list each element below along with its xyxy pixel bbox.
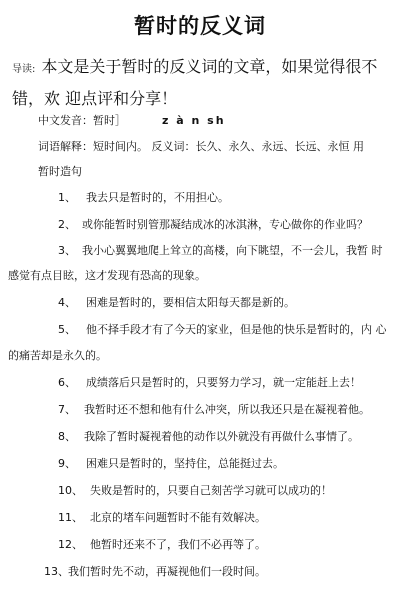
sentence-item — [58, 321, 387, 337]
sentence-continuation: 的痛苦却是永久的。 — [8, 349, 107, 362]
definition-line-2: 暂时造句 — [38, 165, 82, 178]
sentence-item — [58, 374, 361, 390]
sentence-number: 12、 — [58, 538, 83, 551]
sentence-item — [58, 509, 266, 525]
sentence-number: 9、 — [58, 457, 76, 470]
sentence-text: 我们暂时先不动，再凝视他们一段时间。 — [68, 565, 266, 578]
sentence-number: 11、 — [58, 511, 83, 524]
intro-block — [12, 52, 392, 113]
sentence-text: 我去只是暂时的，不用担心。 — [86, 191, 229, 204]
pronunciation-line — [38, 112, 226, 128]
sentence-number: 1、 — [58, 191, 76, 204]
sentence-text: 他不择手段才有了今天的家业，但是他的快乐是暂时的，内 心 — [86, 323, 387, 336]
sentence-item — [58, 189, 229, 205]
sentence-text: 或你能暂时别管那凝结成冰的冰淇淋，专心做你的作业吗？ — [82, 218, 368, 231]
sentence-number: 13、 — [44, 565, 69, 578]
sentence-item — [58, 401, 370, 417]
pronunciation-pinyin: z à n sh — [162, 114, 226, 127]
pronunciation-label: 中文发音：暂时］ — [38, 114, 126, 127]
definition-line-1: 词语解释：短时间内。 反义词：长久、永久、永远、长远、永恒 用 — [38, 140, 364, 153]
sentence-text: 失败是暂时的，只要自己刻苦学习就可以成功的！ — [90, 484, 332, 497]
sentence-number: 3、 — [58, 244, 76, 257]
sentence-text: 我暂时还不想和他有什么冲突，所以我还只是在凝视着他。 — [84, 403, 370, 416]
sentence-text: 困难只是暂时的，坚持住，总能挺过去。 — [86, 457, 284, 470]
sentence-number: 8、 — [58, 430, 76, 443]
sentence-text: 困难是暂时的，要相信太阳每天都是新的。 — [86, 296, 295, 309]
intro-text-line1: 本文是关于暂时的反义词的文章，如果觉得很不 — [41, 57, 378, 76]
intro-text-line2: 错，欢 迎点评和分享！ — [12, 89, 178, 108]
sentence-number: 10、 — [58, 484, 83, 497]
page-title: 暂时的反义词 — [134, 14, 266, 38]
sentence-item — [58, 242, 383, 258]
sentence-item — [58, 455, 284, 471]
sentence-number: 6、 — [58, 376, 76, 389]
sentence-continuation: 感觉有点目眩，这才发现有恐高的现象。 — [8, 269, 206, 282]
sentence-text: 他暂时还来不了，我们不必再等了。 — [90, 538, 266, 551]
sentence-item — [58, 428, 359, 444]
sentence-text: 我除了暂时凝视着他的动作以外就没有再做什么事情了。 — [84, 430, 359, 443]
sentence-item — [58, 536, 266, 552]
sentence-item — [44, 563, 266, 579]
sentence-text: 成绩落后只是暂时的，只要努力学习，就一定能赶上去！ — [86, 376, 361, 389]
sentence-number: 7、 — [58, 403, 76, 416]
sentence-number: 5、 — [58, 323, 76, 336]
intro-label: 导读: — [12, 64, 36, 75]
sentence-item — [58, 482, 332, 498]
sentence-text: 北京的堵车问题暂时不能有效解决。 — [90, 511, 266, 524]
sentence-item — [58, 294, 295, 310]
sentence-number: 4、 — [58, 296, 76, 309]
sentence-item — [58, 216, 368, 232]
sentence-text: 我小心翼翼地爬上耸立的高楼，向下眺望，不一会儿，我暂 时 — [82, 244, 383, 257]
sentence-number: 2、 — [58, 218, 76, 231]
